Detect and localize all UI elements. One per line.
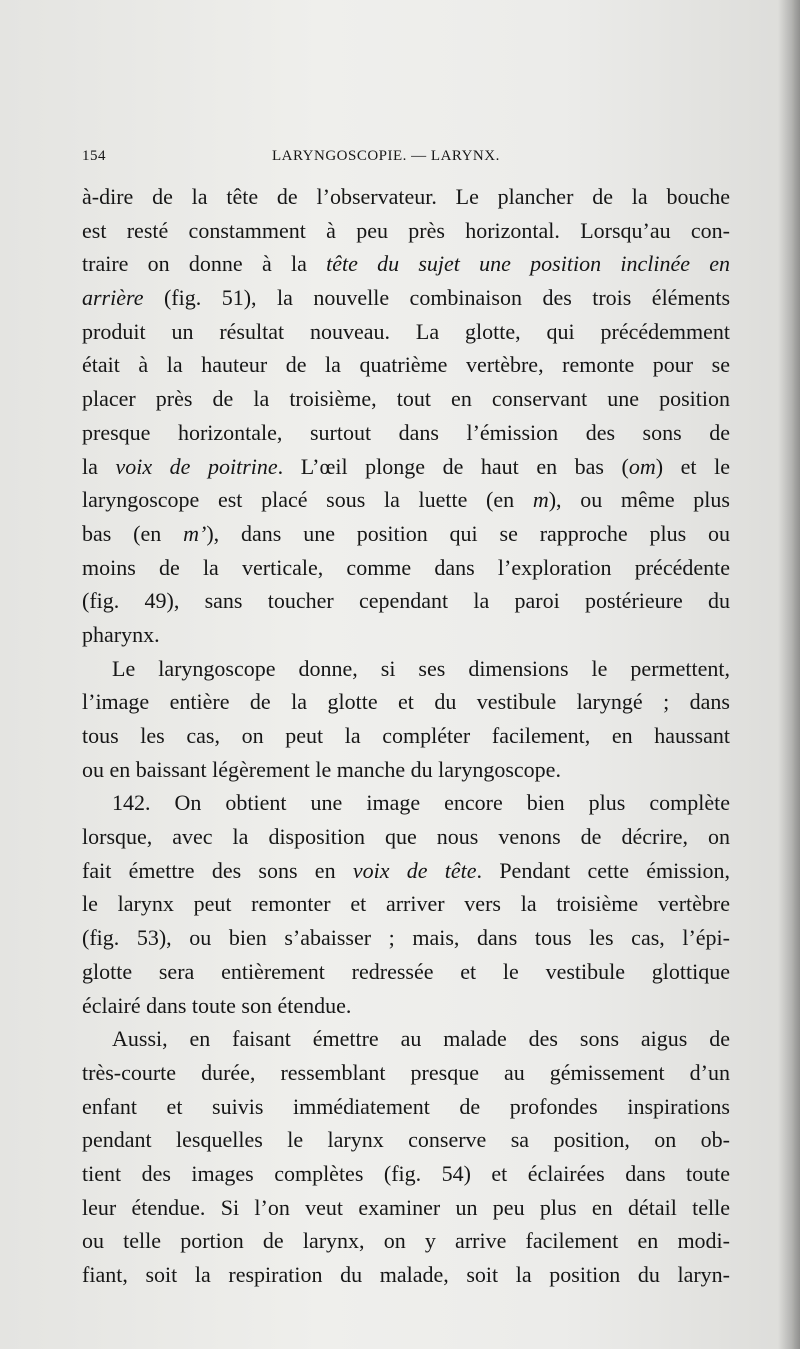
text-line <box>82 753 730 787</box>
text-line <box>82 180 730 214</box>
page-number: 154 <box>82 148 106 164</box>
text-line <box>82 989 730 1023</box>
italic-text: m’ <box>183 520 207 546</box>
text-line <box>82 247 730 281</box>
text-line <box>82 315 730 349</box>
text-segment: glotte sera entièrement redressée et le vestibule glottique <box>82 958 730 984</box>
text-segment: était à la hauteur de la quatrième vertèbre, remonte pour se <box>82 352 730 378</box>
text-segment: leur étendue. Si l’on veut examiner un peu plus en détail telle <box>82 1194 730 1220</box>
text-segment: bas (en <box>82 520 184 546</box>
text-line <box>82 1056 730 1090</box>
text-segment: est resté constamment à peu près horizontal. Lorsqu’au con- <box>82 217 730 243</box>
text-segment: (fig. 49), sans toucher cependant la paroi postérieure du <box>82 588 730 614</box>
text-line <box>82 955 730 989</box>
text-line <box>82 618 730 652</box>
text-segment: pharynx. <box>82 621 160 647</box>
text-segment: Aussi, en faisant émettre au malade des sons aigus de <box>112 1026 730 1052</box>
text-segment: . Pendant cette émission, <box>476 857 730 883</box>
text-line <box>82 450 730 484</box>
text-line <box>82 685 730 719</box>
text-line <box>82 551 730 585</box>
text-segment: lorsque, avec la disposition que nous venons de décrire, on <box>82 824 730 850</box>
text-segment: fiant, soit la respiration du malade, soit la position du laryn- <box>82 1262 730 1287</box>
italic-text: arrière <box>82 285 144 311</box>
text-line <box>82 854 730 888</box>
text-segment: laryngoscope est placé sous la luette (en <box>82 487 533 513</box>
text-segment: moins de la verticale, comme dans l’exploration précédente <box>82 554 730 580</box>
text-line <box>82 517 730 551</box>
text-segment: (fig. 53), ou bien s’abaisser ; mais, dans tous les cas, l’épi- <box>82 925 730 951</box>
italic-text: voix de poitrine <box>115 453 278 479</box>
text-segment: Le laryngoscope donne, si ses dimensions le permettent, <box>112 655 730 681</box>
text-line <box>82 1157 730 1191</box>
text-line <box>82 652 730 686</box>
text-segment: placer près de la troisième, tout en conservant une position <box>82 386 730 412</box>
text-segment: fait émettre des sons en <box>82 857 353 883</box>
text-line <box>82 382 730 416</box>
text-segment: ) et le <box>655 453 730 479</box>
text-segment: ), ou même plus <box>548 487 730 513</box>
page-header <box>82 148 732 172</box>
text-line <box>82 820 730 854</box>
text-line <box>82 483 730 517</box>
text-segment: ), dans une position qui se rapproche plus ou <box>206 520 731 546</box>
text-segment: ou telle portion de larynx, on y arrive facilement en modi- <box>82 1228 730 1254</box>
text-segment: ou en baissant légèrement le manche du laryngoscope. <box>82 756 561 782</box>
text-line <box>82 921 730 955</box>
italic-text: om <box>628 453 656 479</box>
text-line <box>82 1224 730 1258</box>
text-line <box>82 786 730 820</box>
text-line <box>82 1022 730 1056</box>
italic-text: m <box>532 487 549 513</box>
text-line <box>82 1191 730 1225</box>
text-segment: traire on donne à la <box>82 251 327 277</box>
text-segment: . L’œil plonge de haut en bas ( <box>277 453 629 479</box>
text-segment: tous les cas, on peut la compléter facilement, en haussant <box>82 723 730 748</box>
text-line <box>82 584 730 618</box>
text-line <box>82 1123 730 1157</box>
italic-text: voix de tête <box>352 857 477 883</box>
page-edge-shadow <box>778 0 800 1349</box>
text-segment: 142. On obtient une image encore bien plus complète <box>112 790 730 816</box>
text-line <box>82 214 730 248</box>
text-line <box>82 1258 730 1292</box>
text-segment: tient des images complètes (fig. 54) et éclairées dans toute <box>82 1160 730 1186</box>
text-line <box>82 887 730 921</box>
text-segment: (fig. 51), la nouvelle combinaison des trois éléments <box>143 285 730 311</box>
text-segment: enfant et suivis immédiatement de profondes inspirations <box>82 1093 730 1119</box>
text-segment: presque horizontale, surtout dans l’émission des sons de <box>82 419 730 445</box>
text-segment: éclairé dans toute son étendue. <box>82 992 352 1018</box>
italic-text: tête du sujet une position inclinée en <box>326 251 730 277</box>
text-segment: l’image entière de la glotte et du vestibule laryngé ; dans <box>82 689 730 715</box>
text-segment: la <box>82 453 116 479</box>
text-line <box>82 1090 730 1124</box>
body-text <box>82 180 730 1292</box>
text-segment: le larynx peut remonter et arriver vers la troisième vertèbre <box>82 891 730 917</box>
running-title: LARYNGOSCOPIE. — LARYNX. <box>272 148 500 164</box>
text-segment: produit un résultat nouveau. La glotte, qui précédemment <box>82 318 730 344</box>
text-segment: à-dire de la tête de l’observateur. Le plancher de la bouche <box>82 184 730 209</box>
text-line <box>82 719 730 753</box>
text-segment: très-courte durée, ressemblant presque au gémissement d’un <box>82 1059 730 1085</box>
text-segment: pendant lesquelles le larynx conserve sa position, on ob- <box>82 1127 730 1153</box>
text-line <box>82 348 730 382</box>
text-line <box>82 281 730 315</box>
text-line <box>82 416 730 450</box>
